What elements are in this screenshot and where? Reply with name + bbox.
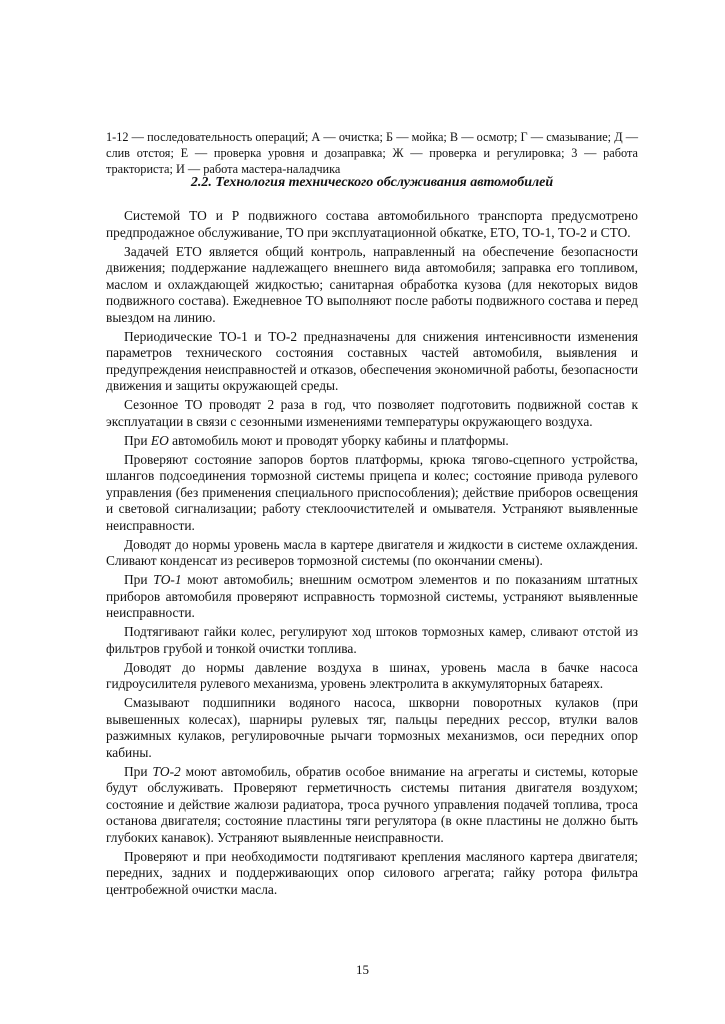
paragraph-to1-pressure: Доводят до нормы давление воздуха в шинах, уровень масла в бачке насоса гидроусилителя рулевого механизма, уровень электролита в аккумуляторных батареях. bbox=[106, 659, 638, 691]
paragraph-to1-tighten: Подтягивают гайки колес, регулируют ход штоков тормозных камер, сливают отстой из фильтров грубой и тонкой очистки топлива. bbox=[106, 624, 638, 656]
section-heading: 2.2. Технология технического обслуживания автомобилей bbox=[190, 175, 554, 190]
body-text bbox=[106, 208, 638, 901]
paragraph-to-system: Системой ТО и Р подвижного состава автомобильного транспорта предусмотрено предпродажное обслуживание, ТО при эксплуатационной обкатке, ЕТО, ТО-1, ТО-2 и СТО. bbox=[106, 208, 638, 240]
paragraph-to1 bbox=[106, 572, 638, 622]
paragraph-eo-rest: автомобиль моют и проводят уборку кабины и платформы. bbox=[168, 432, 509, 448]
paragraph-to1-lubrication: Смазывают подшипники водяного насоса, шкворни поворотных кулаков (при вывешенных колесах), шарниры рулевых тяг, пальцы передних рессор, втулки валов разжимных кулаков, регулировочные рычаги тормозных механизмов, оси передних опор кабины. bbox=[106, 695, 638, 760]
paragraph-to2-rest: моют автомобиль, обратив особое внимание на агрегаты и системы, которые будут обслуживать. Проверяют герметичность системы питания двигателя воздухом; состояние и действие жалюзи радиатора, троса ручного управления подачей топлива, троса останова двигателя; состояние пластины тяги регулятора (в окне пластины не должно быть глубоких канавок). Устраняют выявленные неисправности. bbox=[106, 763, 638, 845]
figure-caption: 1-12 — последовательность операций; А — очистка; Б — мойка; В — осмотр; Г — смазывание; Д — слив отстоя; Е — проверка уровня и дозаправка; Ж — проверка и регулировка; 3 — работа тракториста; И — работа мастера-наладчика bbox=[106, 130, 638, 176]
paragraph-to1-rest: моют автомобиль; внешним осмотром элементов и по показаниям штатных приборов автомобиля проверяют исправность тормозной системы, устраняют выявленные неисправности. bbox=[106, 572, 638, 620]
paragraph-to2-term: ТО-2 bbox=[152, 763, 181, 779]
paragraph-eo-lead: При bbox=[124, 432, 151, 448]
paragraph-to2 bbox=[106, 764, 638, 847]
paragraph-seasonal-to: Сезонное ТО проводят 2 раза в год, что позволяет подготовить подвижной состав к эксплуатации в связи с сезонными изменениями температуры окружающего воздуха. bbox=[106, 397, 638, 429]
page-number: 15 bbox=[356, 962, 369, 977]
paragraph-periodic-to: Периодические ТО-1 и ТО-2 предназначены для снижения интенсивности изменения параметров технического состояния составных частей автомобиля, выявления и предупреждения неисправностей и отказов, обеспечения экономичной работы, безопасности движения и защиты окружающей среды. bbox=[106, 328, 638, 393]
paragraph-eo-term: ЕО bbox=[150, 432, 169, 448]
paragraph-eto-task: Задачей ЕТО является общий контроль, направленный на обеспечение безопасности движения; поддержание надлежащего внешнего вида автомобиля; заправка его топливом, маслом и охлаждающей жидкостью; санитарная обработка кузова (для некоторых видов подвижного состава). Ежедневное ТО выполняют после работы подвижного состава и перед выездом на линию. bbox=[106, 243, 638, 325]
paragraph-eo bbox=[106, 433, 638, 450]
paragraph-eo-levels: Доводят до нормы уровень масла в картере двигателя и жидкости в системе охлаждения. Сливают конденсат из ресиверов тормозной системы (по окончании смены). bbox=[106, 536, 638, 568]
paragraph-to2-fastening: Проверяют и при необходимости подтягивают крепления масляного картера двигателя; передних, задних и поддерживающих опор силового агрегата; гайку ротора фильтра центробежной очистки масла. bbox=[106, 848, 638, 897]
paragraph-to1-lead: При bbox=[124, 572, 154, 587]
paragraph-eo-checks: Проверяют состояние запоров бортов платформы, крюка тягово-сцепного устройства, шлангов подсоединения тормозной системы прицепа и колес; состояние привода рулевого управления (без применения специального приспособления); действие приборов освещения и световой сигнализации; работу стеклоочистителей и омывателя. Устраняют выявленные неисправности. bbox=[106, 451, 638, 533]
paragraph-to2-lead: При bbox=[124, 763, 153, 779]
paragraph-to1-term: ТО-1 bbox=[153, 572, 182, 587]
